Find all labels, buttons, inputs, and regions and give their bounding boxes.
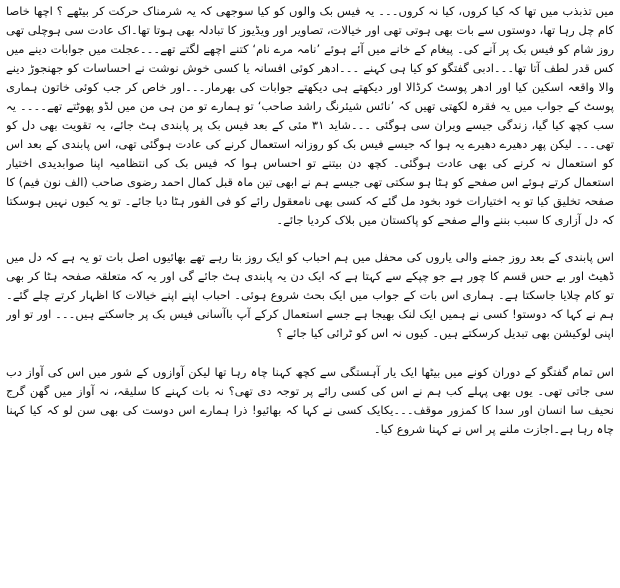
paragraph-3: اس تمام گفتگو کے دوران کونے میں بیٹھا ایک یار آہستگی سے کچھ کہنا چاہ رہا تھا لیکن آوازوں کے شور میں اس کی آواز دب سی جاتی تھی۔ یوں بھی پہلے کب ہم نے اس کی کسی رائے پر توجہ دی تھی؟ نہ بات کہنے کا سلیقہ، نہ آواز میں گھن گرج نحیف سا انسان اور سدا کا کمزور موقف۔۔۔یکایک کسی نے کہا کہ بھائیو! ذرا ہمارے اس دوست کی بھی سن لو کہ کیا کہنا چاہ رہا ہے۔اجازت ملنے پر اس نے کہنا شروع کیا۔: [6, 365, 614, 436]
paragraph-1: میں تذبذب میں تھا کہ کیا کروں، کیا نہ کروں۔۔۔ یہ فیس بک والوں کو کیا سوجھی کہ یہ شرمناک حرکت کر بیٹھے ؟ اچھا خاصا کام چل رہا تھا، دوستوں سے بات بھی ہوتی تھی اور خیالات، تصاویر اور ویڈیوز کا تبادلہ بھی ہوتا تھا۔اک عادت سی ہوچلی تھی روز شام کو فیس بک پر آنے کی۔ پیغام کے خانے میں آئے ہوئے ’نامہ مرے نام‘ کتنے اچھے لگتے تھے۔۔۔عجلت میں جوابات دینے میں کس قدر لطف آتا تھا۔۔۔ادبی گفتگو کو کیا ہی کہنے ۔۔۔ادھر کوئی افسانہ یا کسی خوش نوشت نے احساسات کو جھنجوڑ دینے والا واقعہ اسکین کیا اور ادھر پوسٹ کرڈالا اور دیکھتے ہی دیکھتے جوابات کی بھرمار۔۔۔اور خاص کر جب کوئی خاتون ہماری پوسٹ کے جواب میں یہ فقرہ لکھتی تھیں کہ ’نائس شیئرنگ راشد صاحب‘ تو ہمارے تو من ہی من میں لڈو پھوٹتے تھے۔۔۔۔ یہ سب کچھ کیا گیا، زندگی جیسے ویران سی ہوگئی ۔۔۔شاید ۳۱ مئی کے بعد فیس بک پر پابندی ہٹ جائے، یہ تقویت بھی دل کو تھی۔۔۔ لیکن پھر دھیرے دھیرے یہ ہوا کہ جیسے فیس بک کو روزانہ استعمال کرنے کی عادت ہوگئی تھی، اس پابندی کے بعد اس کو استعمال نہ کرنے کی بھی عادت ہوگئی۔ کچھ دن بیتنے تو احساس ہوا کہ فیس بک کی انتظامیہ اپنا صوابدیدی اختیار استعمال کرتے ہوئے اس صفحے کو ہٹا ہو سکتی تھی جیسے ہم نے ابھی تین ماہ قبل کمال احمد رضوی صاحب (الف نون فیم) کا صفحہ تخلیق کیا تو یہ اختیارات خود بخود مل گئے کہ کسی بھی نامعقول رائے کو فی الفور ہٹا دیا جائے۔ تو یہ کیوں نہیں ہوسکتا کہ دل آزاری کا سبب بننے والے صفحے کو پاکستان میں بلاک کردیا جائے۔: [6, 4, 614, 227]
paragraph-2: اس پابندی کے بعد روز جمنے والی یاروں کی محفل میں ہم احباب کو ایک روز بتا رہے تھے بھائیوں اصل بات تو یہ ہے کہ دل میں ڈھیٹ اور بے حس قسم کا چور ہے جو چپکے سے کہتا ہے کہ ایک دن یہ پابندی ہٹ جائے گی اور یہ کہ متعلقہ صفحہ ہٹا کر بھی تو کام چلایا جاسکتا ہے۔ ہماری اس بات کے جواب میں ایک بحث شروع ہوئی۔ احباب اپنے اپنے خیالات کا اظہار کرتے چلے گئے۔ ہم نے کہا کہ دوستو! کسی نے ہمیں ایک لنک بھیجا ہے جسے استعمال کرکے آپ باآسانی فیس بک پر جاسکتے ہیں۔۔۔ اور تو اور اپنی لوکیشن بھی تبدیل کرسکتے ہیں۔ کیوں نہ اس کو ٹرائی کیا جائے ؟: [6, 250, 614, 340]
paragraph-spacer: [6, 343, 614, 363]
paragraph-spacer: [6, 230, 614, 248]
document-page: [6, 2, 614, 588]
